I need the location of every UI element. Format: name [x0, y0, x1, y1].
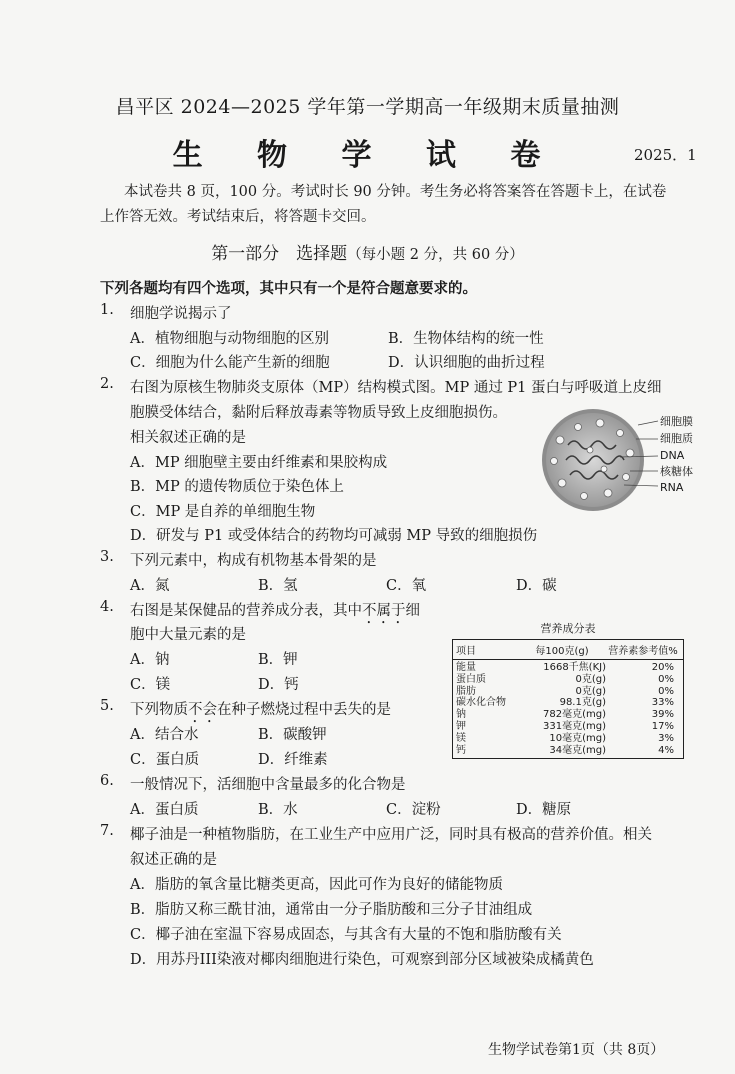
row-amount: 782毫克(mg) — [543, 709, 606, 721]
subject-title: 生 物 学 试 卷 — [172, 138, 563, 173]
row-amount: 0克(g) — [575, 685, 606, 697]
q6-option-b: B．水 — [258, 802, 298, 818]
row-amount: 1668千焦(KJ) — [543, 662, 606, 673]
q6-text: 一般情况下，活细胞中含量最多的化合物是 — [130, 777, 406, 793]
row-item: 钾 — [456, 720, 466, 732]
row-percent: 3% — [658, 732, 674, 744]
exam-date: 2025．1 — [634, 146, 697, 164]
row-percent: 4% — [658, 744, 674, 756]
row-amount: 34毫克(mg) — [549, 744, 606, 756]
q5-text-pre: 下列物质 — [130, 702, 188, 718]
nutrition-table — [452, 620, 684, 759]
diagram-label-cytoplasm: 细胞质 — [660, 432, 693, 445]
row-amount: 0克(g) — [575, 673, 606, 685]
q6-option-c: C．淀粉 — [386, 802, 441, 818]
q4-option-c: C．镁 — [130, 677, 171, 693]
q4-number: 4. — [100, 599, 114, 615]
q7-option-d: D．用苏丹III染液对椰肉细胞进行染色，可观察到部分区域被染成橘黄色 — [130, 952, 594, 968]
table-row — [453, 674, 683, 686]
q2-line-3: 相关叙述正确的是 — [130, 430, 246, 446]
row-item: 脂肪 — [456, 685, 476, 697]
diagram-label-rna: RNA — [660, 481, 684, 494]
diagram-label-ribosome: 核糖体 — [660, 465, 693, 478]
row-percent: 33% — [651, 697, 674, 709]
table-row — [453, 686, 683, 698]
header-reference: 营养素参考值% — [608, 646, 678, 657]
row-item: 镁 — [456, 732, 466, 744]
q2-number: 2. — [100, 376, 114, 392]
row-amount: 98.1克(g) — [559, 697, 606, 709]
nutrition-table-box — [452, 639, 684, 759]
q6-option-a: A．蛋白质 — [130, 802, 199, 818]
q2-option-d: D．研发与 P1 或受体结合的药物均可减弱 MP 导致的细胞损伤 — [130, 528, 538, 544]
q4-line-1-pre: 右图是某保健品的营养成分表，其中 — [130, 603, 362, 619]
q2-option-b: B．MP 的遗传物质位于染色体上 — [130, 479, 344, 495]
row-item: 碳水化合物 — [456, 697, 506, 709]
q1-option-d: D．认识细胞的曲折过程 — [388, 355, 545, 371]
q2-line-1: 右图为原核生物肺炎支原体（MP）结构模式图。MP 通过 P1 蛋白与呼吸道上皮细 — [130, 380, 662, 396]
q4-line-2: 胞中大量元素的是 — [130, 627, 246, 643]
q7-option-b: B．脂肪又称三酰甘油，通常由一分子脂肪酸和三分子甘油组成 — [130, 902, 533, 918]
q3-option-a: A．氮 — [130, 578, 170, 594]
row-item: 钠 — [456, 709, 466, 721]
q4-option-d: D．钙 — [258, 677, 299, 693]
q7-option-a: A．脂肪的氧含量比糖类更高，因此可作为良好的储能物质 — [130, 877, 503, 893]
nutrition-table-body — [453, 660, 683, 758]
diagram-label-dna: DNA — [660, 449, 685, 462]
q5-text — [130, 698, 391, 726]
exam-title: 昌平区 2024—2025 学年第一学期高一年级期末质量抽测 — [115, 96, 620, 118]
row-percent: 0% — [658, 685, 674, 697]
table-row — [453, 745, 683, 757]
intro-line-1: 本试卷共 8 页，100 分。考试时长 90 分钟。考生务必将答案答在答题卡上，在试卷 — [124, 184, 667, 200]
q4-option-b: B．钾 — [258, 652, 298, 668]
mycoplasma-diagram — [538, 405, 718, 515]
row-item: 能量 — [456, 662, 476, 673]
q3-number: 3. — [100, 549, 114, 565]
q2-option-c: C．MP 是自养的单细胞生物 — [130, 504, 316, 520]
q4-option-a: A．钠 — [130, 652, 170, 668]
table-row — [453, 721, 683, 733]
q4-line-1-post: 细 — [405, 603, 420, 619]
q3-text: 下列元素中，构成有机物基本骨架的是 — [130, 553, 377, 569]
q3-option-c: C．氧 — [386, 578, 427, 594]
cytoplasm — [546, 413, 640, 507]
nutrition-table-caption: 营养成分表 — [540, 622, 596, 635]
row-item: 钙 — [456, 744, 466, 756]
section-title — [0, 239, 735, 264]
header-per-100g: 每100克(g) — [535, 646, 589, 657]
diagram-label-membrane: 细胞膜 — [660, 415, 693, 428]
q5-option-c: C．蛋白质 — [130, 752, 200, 768]
table-row — [453, 662, 683, 674]
q7-line-2: 叙述正确的是 — [130, 852, 217, 868]
q1-option-b: B．生物体结构的统一性 — [388, 331, 544, 347]
q5-number: 5. — [100, 698, 114, 714]
q3-option-d: D．碳 — [516, 578, 557, 594]
q1-option-c: C．细胞为什么能产生新的细胞 — [130, 355, 330, 371]
row-percent: 0% — [658, 673, 674, 685]
page-footer: 生物学试卷第1页（共 8页） — [488, 1042, 665, 1058]
q7-line-1: 椰子油是一种植物脂肪，在工业生产中应用广泛，同时具有极高的营养价值。相关 — [130, 827, 652, 843]
table-row — [453, 709, 683, 721]
q1-option-a: A．植物细胞与动物细胞的区别 — [130, 331, 329, 347]
row-amount: 10毫克(mg) — [549, 732, 606, 744]
q4-emphasis: 不属于 — [362, 603, 406, 619]
q1-number: 1. — [100, 302, 114, 318]
q5-option-a: A．结合水 — [130, 727, 199, 743]
q6-number: 6. — [100, 773, 114, 789]
q1-text: 细胞学说揭示了 — [130, 306, 232, 322]
row-amount: 331毫克(mg) — [543, 720, 606, 732]
row-percent: 39% — [651, 709, 674, 721]
q5-option-d: D．纤维素 — [258, 752, 328, 768]
row-percent: 17% — [651, 720, 674, 732]
q5-option-b: B．碳酸钾 — [258, 727, 327, 743]
table-row — [453, 697, 683, 709]
section-instruction: 下列各题均有四个选项，其中只有一个是符合题意要求的。 — [100, 281, 477, 297]
q5-emphasis: 不会 — [188, 702, 217, 718]
q7-option-c: C．椰子油在室温下容易成固态，与其含有大量的不饱和脂肪酸有关 — [130, 927, 562, 943]
intro-line-2: 上作答无效。考试结束后，将答题卡交回。 — [100, 209, 376, 225]
table-row — [453, 733, 683, 745]
row-percent: 20% — [651, 662, 674, 673]
q3-option-b: B．氢 — [258, 578, 298, 594]
q6-option-d: D．糖原 — [516, 802, 572, 818]
q5-text-post: 在种子燃烧过程中丢失的是 — [217, 702, 391, 718]
row-item: 蛋白质 — [456, 673, 486, 685]
nutrition-table-header — [453, 640, 683, 660]
section-title-text: 第一部分 选择题 — [211, 244, 348, 264]
section-note: （每小题 2 分，共 60 分） — [347, 247, 524, 263]
q2-option-a: A．MP 细胞壁主要由纤维素和果胶构成 — [130, 455, 388, 471]
q2-line-2: 胞膜受体结合，黏附后释放毒素等物质导致上皮细胞损伤。 — [130, 405, 507, 421]
header-item: 项目 — [456, 646, 476, 657]
q7-number: 7. — [100, 823, 114, 839]
